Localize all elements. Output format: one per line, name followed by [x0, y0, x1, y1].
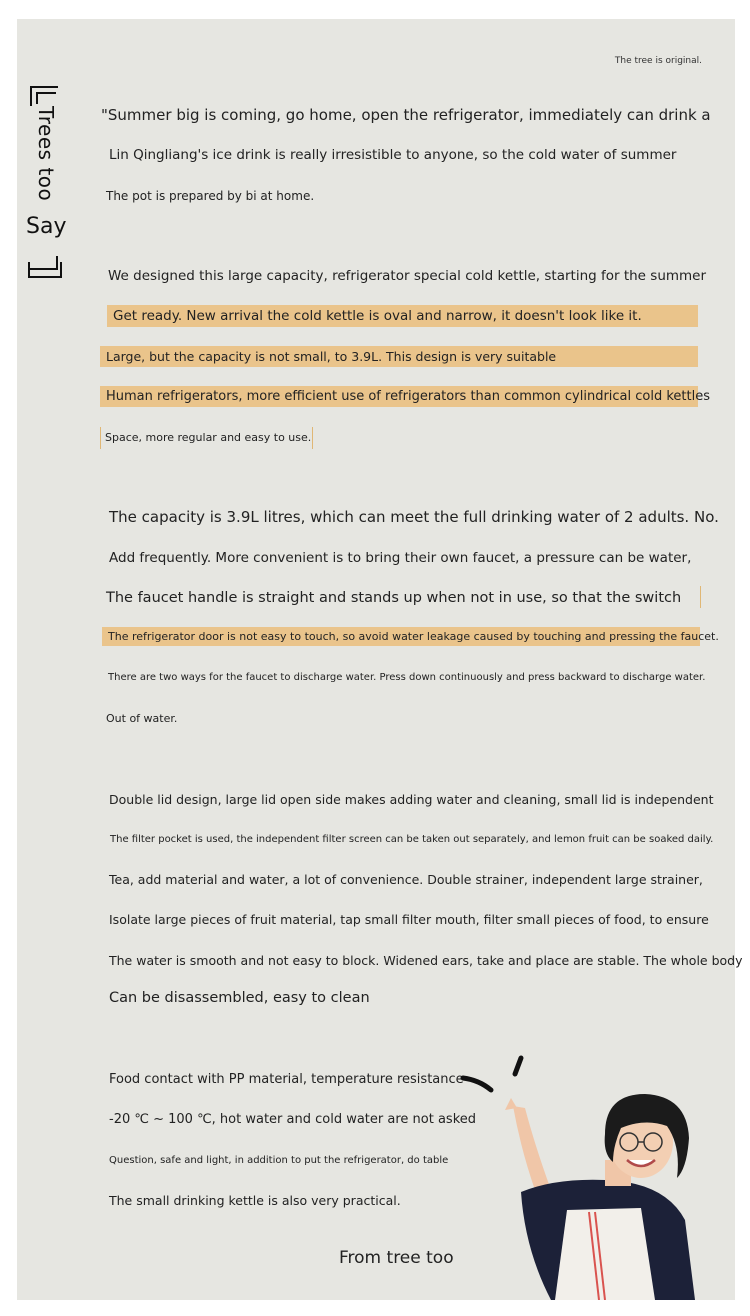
text-line: Space, more regular and easy to use. — [105, 431, 312, 444]
text-line: The water is smooth and not easy to block. Widened ears, take and place are stable. The whole body — [109, 953, 743, 968]
signature: From tree too — [339, 1248, 454, 1268]
text-line: Double lid design, large lid open side makes adding water and cleaning, small lid is independent — [109, 792, 714, 807]
text-line: The faucet handle is straight and stands up when not in use, so that the switch — [106, 590, 682, 606]
top-note: The tree is original. — [614, 56, 702, 66]
text-line: There are two ways for the faucet to discharge water. Press down continuously and press backward to discharge water. — [108, 672, 706, 683]
accent-mark — [312, 427, 313, 449]
highlighted-line: Get ready. New arrival the cold kettle is oval and narrow, it doesn't look like it. — [107, 305, 698, 327]
text-line: We designed this large capacity, refrigerator special cold kettle, starting for the summer — [108, 268, 707, 284]
side-title-say: Say — [26, 214, 67, 239]
text-line: Out of water. — [106, 712, 178, 725]
text-line: Tea, add material and water, a lot of convenience. Double strainer, independent large strainer, — [109, 872, 703, 887]
highlighted-line: The refrigerator door is not easy to touch, so avoid water leakage caused by touching and pressing the faucet. — [102, 627, 700, 646]
text-line: The small drinking kettle is also very practical. — [109, 1193, 401, 1208]
text-line: Isolate large pieces of fruit material, tap small filter mouth, filter small pieces of food, to ensure — [109, 912, 709, 927]
side-title-vertical: Trees too — [34, 106, 58, 202]
open-bracket-icon — [30, 86, 58, 106]
text-line: "Summer big is coming, go home, open the refrigerator, immediately can drink a — [101, 106, 711, 124]
text-line: The filter pocket is used, the independent filter screen can be taken out separately, and lemon fruit can be soaked daily. — [110, 834, 714, 845]
close-bracket-icon — [28, 262, 62, 278]
text-line: The pot is prepared by bi at home. — [106, 189, 315, 203]
text-line: Lin Qingliang's ice drink is really irresistible to anyone, so the cold water of summer — [109, 147, 677, 163]
text-line: Question, safe and light, in addition to put the refrigerator, do table — [109, 1155, 449, 1166]
highlighted-line: Human refrigerators, more efficient use of refrigerators than common cylindrical cold kettles — [100, 386, 698, 407]
text-line: -20 ℃ ~ 100 ℃, hot water and cold water are not asked — [109, 1112, 477, 1127]
highlighted-line: Large, but the capacity is not small, to 3.9L. This design is very suitable — [100, 346, 698, 367]
text-line: Food contact with PP material, temperature resistance — [109, 1072, 464, 1087]
accent-mark — [700, 586, 701, 608]
person-pointing-illustration — [455, 1050, 715, 1300]
accent-mark — [100, 427, 101, 449]
side-title — [26, 86, 76, 296]
text-line: Add frequently. More convenient is to bring their own faucet, a pressure can be water, — [109, 550, 692, 566]
text-line: Can be disassembled, easy to clean — [109, 990, 370, 1006]
text-line: The capacity is 3.9L litres, which can meet the full drinking water of 2 adults. No. — [109, 508, 719, 526]
